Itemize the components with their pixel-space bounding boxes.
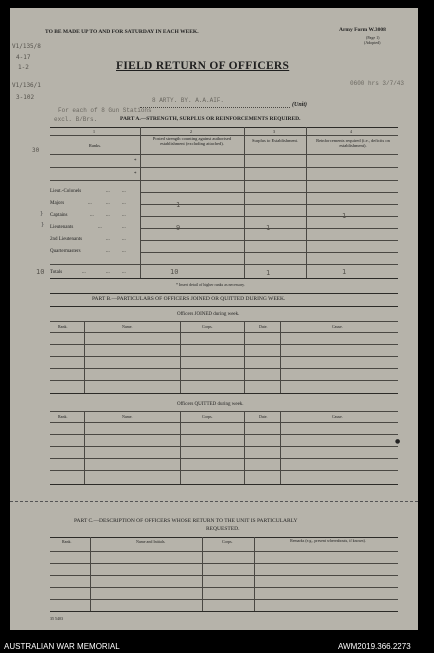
- totals-dots: ...: [82, 270, 86, 275]
- posted-majors: 1: [176, 201, 181, 209]
- col-header-reinforcements: Reinforcements required (i.e., deficits on establishment).: [316, 138, 390, 148]
- partc-col-corps: Corps.: [222, 539, 233, 544]
- quitted-col-corps: Corps.: [202, 414, 213, 419]
- rank-dots: ...: [98, 225, 102, 230]
- col-num-4: 4: [350, 129, 352, 134]
- footer-accession: AWM2019.366.2273: [338, 642, 411, 651]
- posted-lieutenants: 9: [176, 224, 181, 232]
- rank-dots: ...: [106, 237, 110, 242]
- margin-mark-30: 30: [32, 147, 40, 154]
- totals-surplus: 1: [266, 269, 271, 277]
- part-b-heading: PART B.—PARTICULARS OF OFFICERS JOINED OR QUITTED DURING WEEK.: [92, 296, 286, 302]
- quitted-col-name: Name.: [122, 414, 133, 419]
- rank-captains: Captains: [50, 213, 68, 218]
- rank-dots: ...: [106, 249, 110, 254]
- print-code: 35 5403: [50, 616, 63, 621]
- partc-col-name: Name and Initials.: [136, 539, 166, 544]
- typed-line-2: excl. B/Brs.: [54, 116, 98, 123]
- margin-note-3: 1-2: [18, 64, 29, 71]
- col-num-2: 2: [190, 129, 192, 134]
- form-number: Army Form W.3008: [339, 27, 386, 33]
- totals-margin-mark: 10: [36, 268, 45, 276]
- rank-lieutenants: Lieutenants: [50, 225, 74, 230]
- rank-2nd-lieutenants: 2nd Lieutenants: [50, 237, 83, 242]
- asterisk-2: *: [134, 172, 137, 177]
- partc-col-remarks: Remarks (e.g., present whereabouts, if known).: [290, 538, 366, 543]
- unit-label: (Unit): [292, 102, 307, 108]
- footnote: * Insert detail of higher ranks as necessary.: [176, 282, 245, 287]
- asterisk-1: *: [134, 159, 137, 164]
- partc-col-rank: Rank.: [62, 539, 72, 544]
- rank-dots: ...: [106, 213, 110, 218]
- footer-bar: [0, 640, 434, 653]
- margin-note-1: V1/135/8: [12, 43, 41, 50]
- part-a-heading: PART A.—STRENGTH, SURPLUS OR REINFORCEMENTS REQUIRED.: [120, 116, 301, 122]
- quitted-col-date: Date.: [259, 414, 268, 419]
- rank-dots: ...: [122, 249, 126, 254]
- instruction-text: TO BE MADE UP TO AND FOR SATURDAY IN EACH WEEK.: [45, 29, 199, 35]
- col-header-posted: Posted strength counting against authorised establishment (excluding attached).: [152, 136, 232, 146]
- unit-typed: 8 ARTY. BY. A.A.AIF.: [152, 97, 225, 104]
- rank-dots: ...: [106, 201, 110, 206]
- perforation-line: [10, 501, 418, 502]
- part-c-heading-2: REQUESTED.: [206, 526, 240, 532]
- rank-dots: ...: [122, 225, 126, 230]
- col-header-surplus: Surplus to Establishment.: [251, 138, 299, 143]
- rank-dots: ...: [122, 213, 126, 218]
- page-note: (Page 1): [366, 35, 380, 40]
- rank-lieut-colonels: Lieut.-Colonels: [50, 189, 82, 194]
- page-title: FIELD RETURN OF OFFICERS: [116, 60, 290, 72]
- typed-line-1: For each of 8 Gun Stations: [58, 107, 152, 114]
- footer-institution: AUSTRALIAN WAR MEMORIAL: [4, 642, 120, 651]
- margin-note-2: 4-17: [16, 54, 31, 61]
- joined-col-cause: Cause.: [332, 324, 343, 329]
- quitted-col-cause: Cause.: [332, 414, 343, 419]
- rank-dots: ...: [122, 201, 126, 206]
- rank-quartermasters: Quartermasters: [50, 249, 81, 254]
- quitted-col-rank: Rank.: [58, 414, 68, 419]
- margin-note-5: 3-102: [16, 94, 35, 101]
- totals-dots: ...: [122, 270, 126, 275]
- joined-col-rank: Rank.: [58, 324, 68, 329]
- reinf-captains: 1: [342, 212, 347, 220]
- totals-label: Totals: [50, 270, 63, 275]
- tick-mark-icon: }: [40, 211, 44, 217]
- date-typed: 0600 hrs 3/7/43: [350, 80, 405, 87]
- rank-dots: ...: [90, 213, 94, 218]
- rank-dots: ...: [122, 237, 126, 242]
- rank-dots: ...: [88, 201, 92, 206]
- totals-dots: ...: [106, 270, 110, 275]
- tick-mark-icon: }: [41, 222, 45, 228]
- col-header-ranks: Ranks.: [88, 143, 102, 148]
- rank-majors: Majors: [50, 201, 65, 206]
- joined-col-name: Name.: [122, 324, 133, 329]
- form-sheet: [10, 8, 418, 630]
- part-c-heading-1: PART C.—DESCRIPTION OF OFFICERS WHOSE RETURN TO THE UNIT IS PARTICULARLY: [74, 518, 298, 524]
- margin-note-4: V1/136/1: [12, 82, 41, 89]
- col-num-1: 1: [93, 129, 95, 134]
- unit-line: [140, 107, 290, 108]
- quitted-title: Officers QUITTED during week.: [177, 402, 244, 407]
- adopted-note: (Adopted): [364, 40, 381, 45]
- surplus-lieutenants: 1: [266, 224, 271, 232]
- rank-dots: ...: [122, 189, 126, 194]
- joined-title: Officers JOINED during week.: [177, 312, 240, 317]
- rank-dots: ...: [106, 189, 110, 194]
- totals-posted: 10: [170, 268, 179, 276]
- totals-reinf: 1: [342, 268, 347, 276]
- col-num-3: 3: [273, 129, 275, 134]
- joined-col-corps: Corps.: [202, 324, 213, 329]
- punch-mark-icon: ●: [395, 438, 401, 445]
- joined-col-date: Date.: [259, 324, 268, 329]
